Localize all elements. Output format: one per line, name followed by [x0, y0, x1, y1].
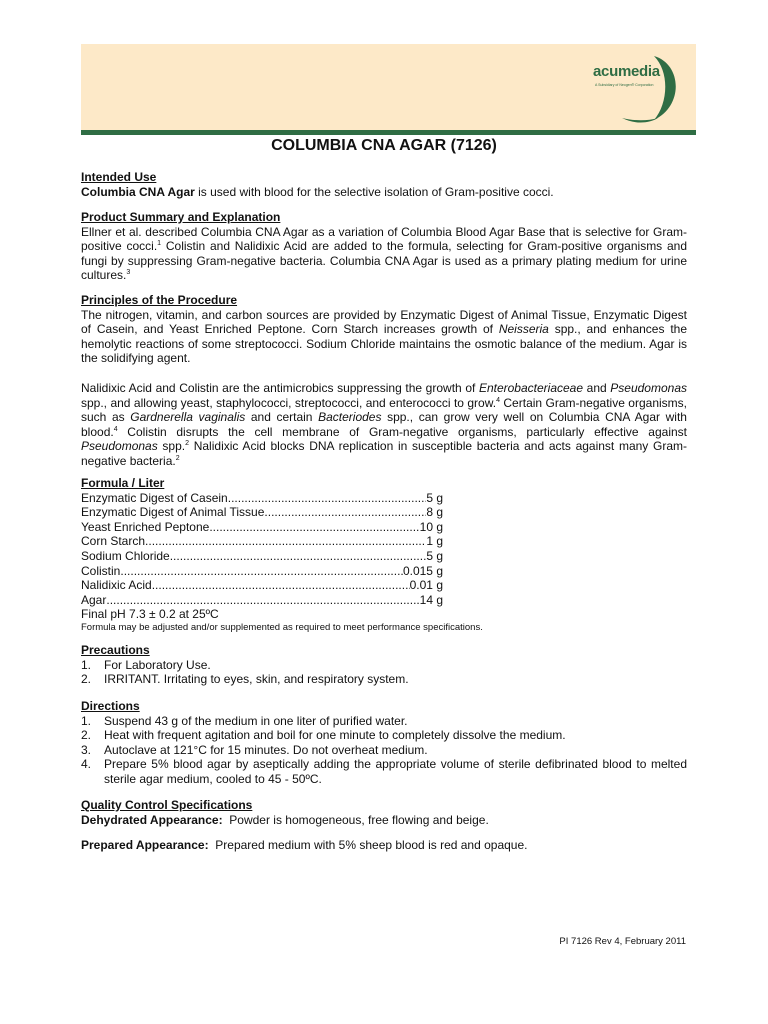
principles-paragraph-1 — [81, 308, 687, 366]
formula-row — [81, 578, 443, 593]
reference-mark: 1 — [157, 240, 162, 248]
text-run: Certain Gram-negative organisms, such as — [81, 395, 687, 425]
organism-name: Neisseria — [498, 322, 549, 337]
section-heading: Directions — [81, 699, 140, 713]
ingredient-amount: 5 g — [426, 548, 443, 563]
list-text: IRRITANT. Irritating to eyes, skin, and respiratory system. — [104, 672, 409, 687]
document-title: COLUMBIA CNA AGAR (7126) — [271, 137, 497, 154]
ingredient-name: Corn Starch — [81, 534, 146, 549]
leader-dots — [106, 593, 419, 608]
precautions-section — [81, 643, 687, 687]
ingredient-amount: 14 g — [419, 592, 443, 607]
list-number: 2. — [81, 728, 92, 743]
directions-section — [81, 699, 687, 787]
spec-text: Powder is homogeneous, free flowing and beige. — [222, 812, 489, 827]
list-text: Heat with frequent agitation and boil for one minute to completely dissolve the medium. — [104, 728, 566, 743]
summary-section — [81, 210, 687, 283]
organism-name: Pseudomonas — [81, 439, 158, 454]
principles-paragraph-2 — [81, 381, 687, 469]
ingredient-amount: 8 g — [426, 505, 443, 520]
ingredient-name: Sodium Chloride — [81, 548, 170, 563]
intended-use-body: is used with blood for the selective isolation of Gram-positive cocci. — [194, 184, 554, 199]
section-heading: Principles of the Procedure — [81, 293, 238, 307]
formula-row — [81, 593, 443, 608]
list-text: Autoclave at 121°C for 15 minutes. Do not overheat medium. — [104, 742, 428, 757]
list-number: 3. — [81, 742, 92, 757]
summary-text-1: Ellner et al. described Columbia CNA Agar as a variation of Columbia Blood Agar Base that is selective for Gram-positive cocci. — [81, 224, 687, 254]
acumedia-logo — [592, 48, 682, 126]
spec-label: Prepared Appearance: — [81, 838, 209, 853]
section-heading: Quality Control Specifications — [81, 798, 253, 812]
formula-row — [81, 549, 443, 564]
spec-text: Prepared medium with 5% sheep blood is red and opaque. — [208, 838, 528, 853]
qc-section — [81, 798, 687, 853]
section-heading: Intended Use — [81, 170, 157, 184]
list-item — [81, 714, 687, 729]
reference-mark: 3 — [126, 269, 131, 277]
text-run: spp., and enhances the hemolytic reactions of some streptococci. Sodium Chloride maintains the osmotic balance of the medium. Agar is the solidifying agent. — [81, 322, 687, 366]
leader-dots — [170, 549, 427, 564]
intended-use-text — [81, 185, 687, 200]
leader-dots — [145, 534, 426, 549]
ingredient-name: Enzymatic Digest of Animal Tissue — [81, 505, 265, 520]
list-text: For Laboratory Use. — [104, 657, 211, 672]
final-ph: Final pH 7.3 ± 0.2 at 25ºC — [81, 607, 219, 622]
ingredient-name: Enzymatic Digest of Casein — [81, 490, 228, 505]
ingredient-name: Colistin — [81, 563, 121, 578]
formula-row — [81, 534, 443, 549]
ingredient-amount: 0.015 g — [402, 563, 443, 578]
reference-mark: 2 — [185, 440, 190, 448]
list-item — [81, 672, 687, 687]
formula-row — [81, 491, 443, 506]
text-run: Colistin disrupts the cell membrane of Gram-negative organisms, particularly effective against — [117, 424, 687, 439]
directions-list — [81, 714, 687, 787]
leader-dots — [209, 520, 419, 535]
summary-text — [81, 225, 687, 283]
leader-dots — [264, 505, 426, 520]
formula-note: Formula may be adjusted and/or supplemented as required to meet performance specifications. — [81, 621, 483, 633]
product-name: Columbia CNA Agar — [81, 184, 195, 199]
reference-mark: 2 — [175, 454, 180, 462]
list-text: Prepare 5% blood agar by aseptically adding the appropriate volume of sterile defibrinated blood to melted sterile agar medium, cooled to 45 - 50ºC. — [104, 757, 687, 786]
leader-dots — [228, 491, 427, 506]
formula-section — [81, 476, 687, 634]
text-run: spp., and allowing yeast, staphylococci, streptococci, and enterococci to grow. — [81, 395, 497, 410]
leader-dots — [152, 578, 410, 593]
list-number: 1. — [81, 657, 92, 672]
organism-name: Bacteriodes — [318, 410, 382, 425]
list-item — [81, 757, 687, 786]
formula-table — [81, 491, 443, 608]
list-item — [81, 743, 687, 758]
formula-row — [81, 564, 443, 579]
text-run: Nalidixic Acid blocks DNA replication in susceptible bacteria and acts against many Gram-negative bacteria. — [81, 439, 688, 468]
text-run: The nitrogen, vitamin, and carbon sources are provided by Enzymatic Digest of Animal Tissue, Enzymatic Digest of Casein, and Yeast Enriched Peptone. Corn Starch increases growth of — [81, 307, 687, 337]
ingredient-amount: 5 g — [426, 490, 443, 505]
section-heading: Formula / Liter — [81, 476, 165, 490]
list-text: Suspend 43 g of the medium in one liter of purified water. — [104, 713, 408, 728]
list-item — [81, 728, 687, 743]
intended-use-section — [81, 170, 687, 199]
prepared-appearance — [81, 838, 687, 853]
ingredient-name: Yeast Enriched Peptone — [81, 519, 210, 534]
ingredient-name: Nalidixic Acid — [81, 578, 152, 593]
ingredient-amount: 0.01 g — [409, 578, 443, 593]
dehydrated-appearance — [81, 813, 687, 828]
section-heading: Product Summary and Explanation — [81, 210, 281, 224]
logo-wordmark: acumedia — [593, 63, 660, 80]
formula-row — [81, 520, 443, 535]
text-run: and certain — [245, 410, 319, 425]
reference-mark: 4 — [496, 396, 500, 404]
ingredient-name: Agar — [81, 592, 107, 607]
organism-name: Enterobacteriaceae — [478, 380, 584, 395]
logo-tagline: A Subsidiary of Neogen® Corporation — [595, 83, 654, 87]
list-item — [81, 658, 687, 673]
list-number: 4. — [81, 757, 92, 772]
organism-name: Gardnerella vaginalis — [130, 410, 246, 425]
reference-mark: 4 — [113, 425, 118, 433]
list-number: 2. — [81, 672, 92, 687]
leader-dots — [120, 564, 403, 579]
text-run: and — [583, 380, 611, 395]
principles-section — [81, 293, 687, 469]
list-number: 1. — [81, 713, 92, 728]
text-run: Nalidixic Acid and Colistin are the antimicrobics suppressing the growth of — [81, 380, 479, 395]
formula-row — [81, 505, 443, 520]
organism-name: Pseudomonas — [610, 380, 687, 395]
spec-label: Dehydrated Appearance: — [81, 812, 223, 827]
header-rule — [81, 130, 696, 135]
section-heading: Precautions — [81, 643, 150, 657]
ingredient-amount: 10 g — [419, 519, 443, 534]
summary-text-2: Colistin and Nalidixic Acid are added to the formula, selecting for Gram-positive organisms and fungi by suppressing Gram-negative bacteria. Columbia CNA Agar is used as a primary plating medium for urine cultures. — [81, 239, 687, 283]
ingredient-amount: 1 g — [426, 534, 443, 549]
text-run: spp., can grow very well on Columbia CNA Agar with blood. — [81, 410, 687, 439]
text-run: spp. — [157, 439, 186, 454]
document-footer: PI 7126 Rev 4, February 2011 — [559, 936, 686, 947]
precautions-list — [81, 658, 687, 687]
